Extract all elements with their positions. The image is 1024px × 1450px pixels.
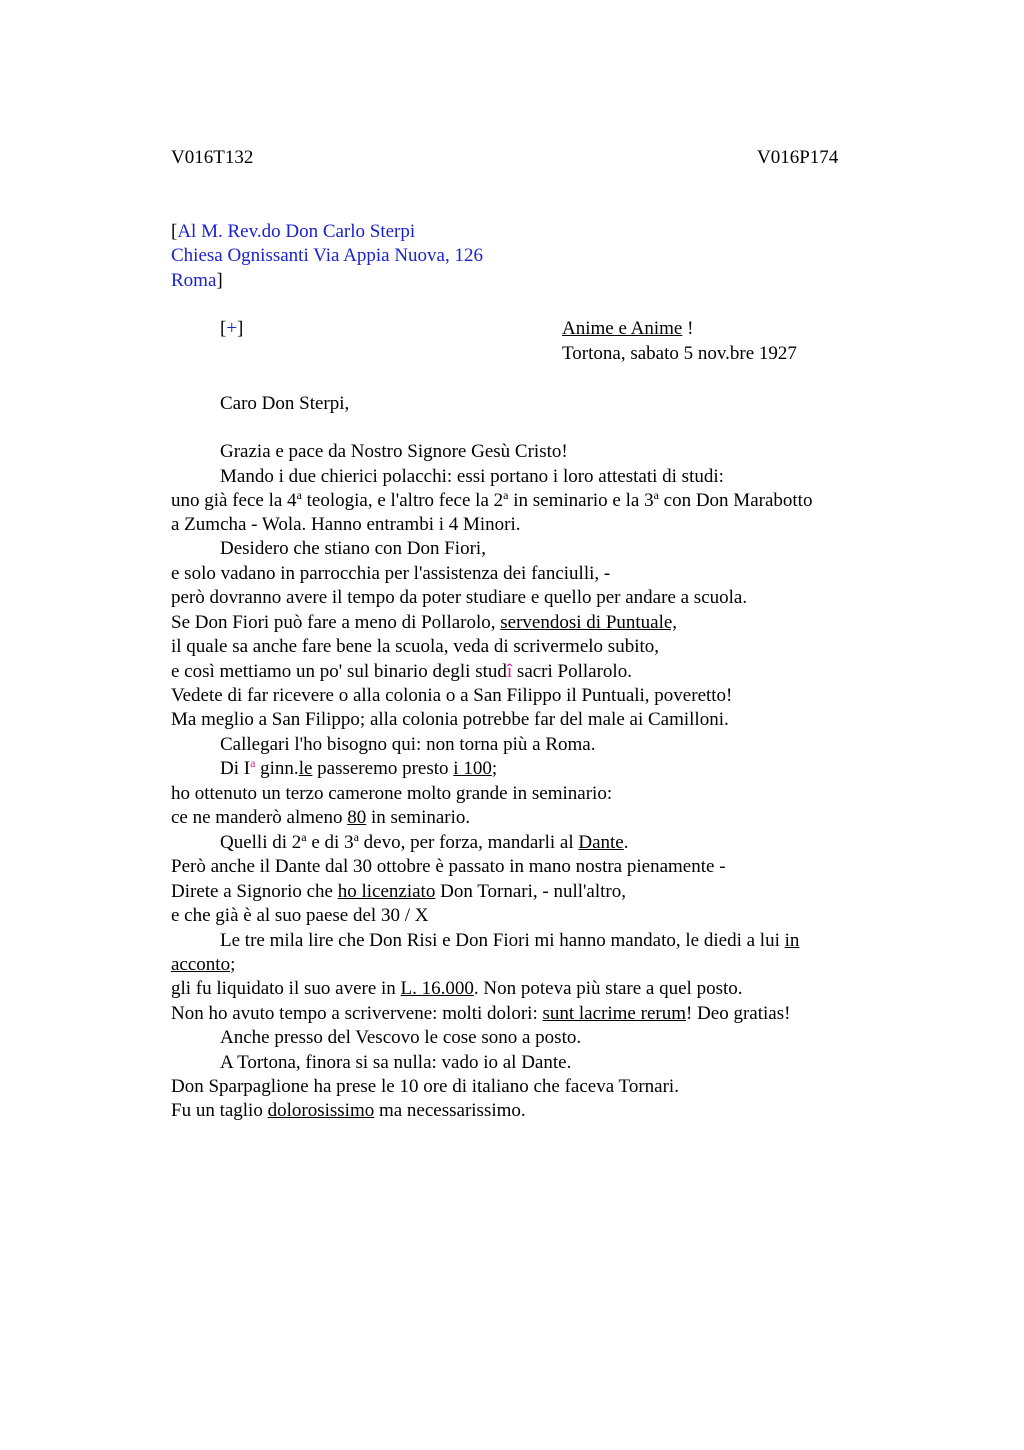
place-date: Tortona, sabato 5 nov.bre 1927 xyxy=(562,343,797,364)
body-line: Mando i due chierici polacchi: essi portano i loro attestati di studi: xyxy=(220,466,724,487)
body-line: il quale sa anche fare bene la scuola, veda di scrivermelo subito, xyxy=(171,636,659,657)
address-recipient: Al M. Rev.do Don Carlo Sterpi xyxy=(177,221,416,242)
motto: Anime e Anime ! xyxy=(562,318,694,339)
body-line: Don Sparpaglione ha prese le 10 ore di italiano che faceva Tornari. xyxy=(171,1076,679,1097)
body-line: acconto; xyxy=(171,954,236,975)
body-line: Direte a Signorio che ho licenziato Don Tornari, - null'altro, xyxy=(171,881,626,902)
address-line-1 xyxy=(171,220,415,244)
body-line: uno già fece la 4$^a$ teologia, e l'altro fece la 2$^a$ in seminario e la 3$^a$ con Don Marabotto xyxy=(171,488,813,511)
body-line: Le tre mila lire che Don Risi e Don Fiori mi hanno mandato, le diedi a lui in xyxy=(220,930,800,951)
salutation: Caro Don Sterpi, xyxy=(220,393,350,414)
editorial-correction: a xyxy=(250,756,256,770)
body-line: a Zumcha - Wola. Hanno entrambi i 4 Minori. xyxy=(171,514,521,535)
body-line: e così mettiamo un po' sul binario degli studî sacri Pollarolo. xyxy=(171,661,632,682)
editorial-correction: î xyxy=(506,661,513,682)
body-line: Non ho avuto tempo a scrivervene: molti dolori: sunt lacrime rerum! Deo gratias! xyxy=(171,1003,791,1024)
body-line: Di $I^a$ ginn.le passeremo presto i 100; xyxy=(220,756,498,779)
cross-sign: [+] xyxy=(220,318,244,339)
body-line: Callegari l'ho bisogno qui: non torna più a Roma. xyxy=(220,734,596,755)
document-code-left: V016T132 xyxy=(171,147,254,168)
body-line: e solo vadano in parrocchia per l'assistenza dei fanciulli, - xyxy=(171,563,611,584)
body-line: ce ne manderò almeno 80 in seminario. xyxy=(171,807,471,828)
body-line: Se Don Fiori può fare a meno di Pollarolo, servendosi di Puntuale, xyxy=(171,612,678,633)
body-line: Desidero che stiano con Don Fiori, xyxy=(220,538,486,559)
address-open-bracket: [ xyxy=(171,221,178,242)
document-code-right: V016P174 xyxy=(757,147,839,168)
body-line: Grazia e pace da Nostro Signore Gesù Cristo! xyxy=(220,441,568,462)
body-line: e che già è al suo paese del 30 / X xyxy=(171,905,429,926)
body-line: però dovranno avere il tempo da poter studiare e quello per andare a scuola. xyxy=(171,587,748,608)
body-line: A Tortona, finora si sa nulla: vado io al Dante. xyxy=(220,1052,572,1073)
body-line: Vedete di far ricevere o alla colonia o a San Filippo il Puntuali, poveretto! xyxy=(171,685,733,706)
body-line: Quelli di 2$^a$ e di 3$^a$ devo, per forza, mandarli al Dante. xyxy=(220,830,629,853)
body-line: Ma meglio a San Filippo; alla colonia potrebbe far del male ai Camilloni. xyxy=(171,709,729,730)
address-line-2: Chiesa Ognissanti Via Appia Nuova, 126 xyxy=(171,245,483,266)
body-line: gli fu liquidato il suo avere in L. 16.000. Non poteva più stare a quel posto. xyxy=(171,978,743,999)
body-line: Fu un taglio dolorosissimo ma necessarissimo. xyxy=(171,1100,526,1121)
cross-icon: + xyxy=(226,318,238,339)
body-line: ho ottenuto un terzo camerone molto grande in seminario: xyxy=(171,783,613,804)
motto-text: Anime e Anime xyxy=(562,318,683,339)
address-line-3 xyxy=(171,269,223,293)
address-city: Roma xyxy=(171,270,217,291)
address-close-bracket: ] xyxy=(216,270,223,291)
body-line: Però anche il Dante dal 30 ottobre è passato in mano nostra pienamente - xyxy=(171,856,726,877)
body-line: Anche presso del Vescovo le cose sono a posto. xyxy=(220,1027,582,1048)
